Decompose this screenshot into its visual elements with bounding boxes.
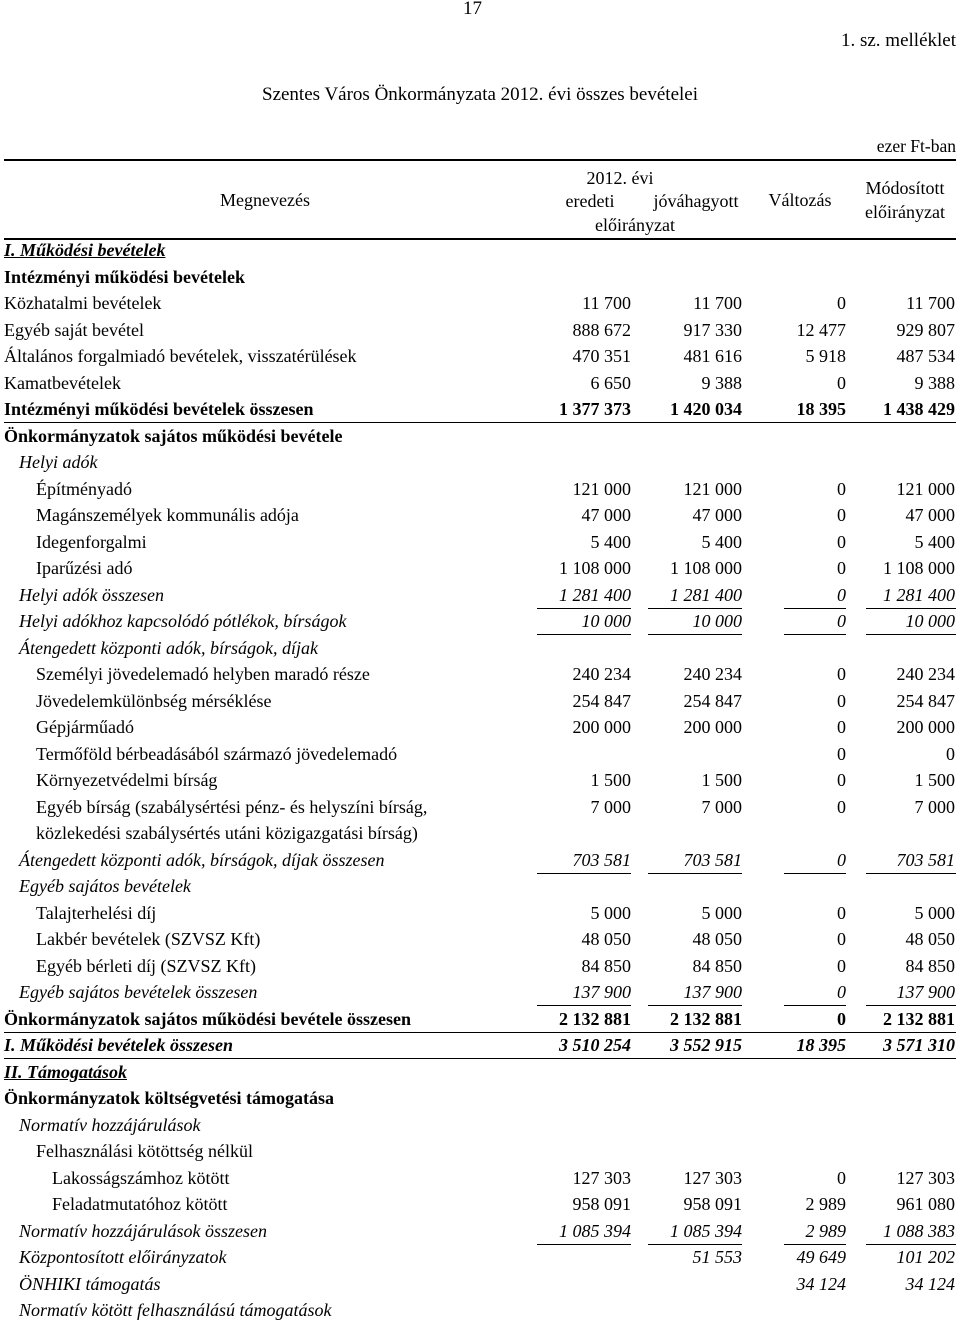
row-value: 3 571 310: [883, 1035, 955, 1055]
annex-label: 1. sz. melléklet: [840, 30, 956, 51]
table-row: [0, 1168, 960, 1194]
row-label: I. Működési bevételek összesen: [4, 1035, 233, 1055]
row-value: 0: [837, 770, 846, 790]
row-value: 5 000: [590, 902, 631, 923]
row-value: 200 000: [572, 717, 631, 737]
subtotal-rule: [866, 873, 956, 874]
row-value: 703 581: [572, 849, 631, 870]
row-value: 0: [837, 531, 846, 552]
row-value: 200 000: [896, 717, 955, 737]
row-value: 10 000: [692, 611, 742, 631]
row-value: 7 000: [590, 796, 631, 817]
row-label: Magánszemélyek kommunális adója: [36, 505, 299, 525]
table-row: [0, 452, 960, 478]
row-value: 127 303: [683, 1167, 742, 1188]
row-value: 84 850: [692, 955, 742, 976]
row-value: 961 080: [896, 1194, 955, 1214]
row-value: 1 500: [914, 770, 955, 790]
table-row: [0, 373, 960, 399]
table-row: [0, 267, 960, 293]
row-value: 48 050: [692, 929, 742, 949]
row-value: 1 108 000: [559, 558, 631, 578]
row-value: 5 400: [914, 531, 955, 552]
row-label: Helyi adók: [19, 452, 98, 472]
row-label: közlekedési szabálysértés utáni közigazgatási bírság): [36, 823, 418, 843]
row-label: Feladatmutatóhoz kötött: [52, 1194, 228, 1214]
row-label: Iparűzési adó: [36, 558, 133, 578]
row-label: Jövedelemkülönbség mérséklése: [36, 690, 272, 711]
table-row: [0, 1115, 960, 1141]
row-value: 0: [837, 611, 846, 631]
row-value: 0: [837, 584, 846, 605]
row-label: Önkormányzatok költségvetési támogatása: [4, 1088, 334, 1108]
row-value: 47 000: [581, 505, 631, 525]
row-value: 1 420 034: [670, 399, 742, 419]
subtotal-rule: [866, 634, 956, 635]
row-value: 888 672: [572, 319, 631, 340]
row-value: 0: [837, 955, 846, 976]
row-value: 0: [837, 690, 846, 711]
row-label: Intézményi működési bevételek: [4, 266, 245, 287]
header-year: 2012. évi: [586, 168, 654, 188]
row-label: Önkormányzatok sajátos működési bevétele összesen: [4, 1008, 411, 1029]
row-value: 11 700: [906, 293, 955, 313]
row-value: 127 303: [572, 1167, 631, 1188]
header-original: eredeti: [565, 191, 615, 211]
row-value: 1 281 400: [670, 584, 742, 605]
table-row: [0, 797, 960, 823]
subtotal-rule: [866, 1005, 956, 1006]
row-value: 487 534: [896, 346, 955, 366]
row-label: Idegenforgalmi: [36, 531, 147, 552]
header-name-col: Megnevezés: [220, 190, 310, 210]
row-value: 7 000: [701, 796, 742, 817]
row-label: Egyéb saját bevétel: [4, 319, 144, 340]
row-value: 48 050: [581, 929, 631, 949]
subtotal-rule: [537, 608, 631, 609]
row-label: Környezetvédelmi bírság: [36, 770, 218, 790]
row-value: 958 091: [572, 1194, 631, 1214]
row-label: I. Működési bevételek: [4, 240, 166, 260]
row-label: Egyéb sajátos bevételek: [19, 876, 191, 896]
row-value: 703 581: [896, 849, 955, 870]
row-value: 3 510 254: [559, 1035, 631, 1055]
table-row: [0, 426, 960, 452]
header-modified-2: előirányzat: [865, 202, 945, 222]
row-value: 0: [837, 796, 846, 817]
subtotal-rule: [784, 873, 846, 874]
row-value: 127 303: [896, 1167, 955, 1188]
row-label: Közhatalmi bevételek: [4, 293, 162, 313]
row-label: Személyi jövedelemadó helyben maradó része: [36, 664, 370, 684]
table-row: [0, 1300, 960, 1326]
table-row: [0, 1274, 960, 1300]
row-value: 240 234: [572, 664, 631, 684]
table-row: [0, 929, 960, 955]
row-label: Helyi adókhoz kapcsolódó pótlékok, bírságok: [19, 611, 347, 631]
row-value: 11 700: [693, 293, 742, 313]
row-label: Átengedett központi adók, bírságok, díjak összesen: [19, 849, 385, 870]
row-value: 0: [837, 478, 846, 499]
row-label: Egyéb bérleti díj (SZVSZ Kft): [36, 955, 256, 976]
row-value: 1 500: [590, 770, 631, 790]
subtotal-rule: [648, 1005, 742, 1006]
row-value: 254 847: [683, 690, 742, 711]
row-value: 5 918: [805, 346, 846, 366]
row-value: 2 132 881: [883, 1008, 955, 1029]
row-value: 0: [837, 849, 846, 870]
subtotal-rule: [537, 1005, 631, 1006]
row-value: 0: [837, 743, 846, 764]
table-row: [0, 638, 960, 664]
row-label: Normatív hozzájárulások: [19, 1114, 201, 1135]
row-value: 1 281 400: [559, 584, 631, 605]
table-row: [0, 320, 960, 346]
row-value: 84 850: [905, 955, 955, 976]
table-row: [0, 240, 960, 266]
subtotal-rule: [866, 1244, 956, 1245]
subtotal-rule: [537, 873, 631, 874]
row-value: 5 000: [914, 902, 955, 923]
subtotal-rule: [537, 1244, 631, 1245]
subtotal-rule: [537, 634, 631, 635]
row-label: Önkormányzatok sajátos működési bevétele: [4, 425, 343, 446]
row-value: 5 400: [701, 531, 742, 552]
row-value: 1 500: [701, 770, 742, 790]
row-label: Általános forgalmiadó bevételek, visszatérülések: [4, 346, 357, 366]
row-value: 958 091: [683, 1194, 742, 1214]
row-value: 0: [837, 664, 846, 684]
header-top-rule: [4, 159, 956, 161]
row-value: 10 000: [581, 611, 631, 631]
row-label: Termőföld bérbeadásából származó jövedelemadó: [36, 743, 398, 764]
subtotal-rule: [648, 873, 742, 874]
row-value: 917 330: [683, 319, 742, 340]
row-label: Egyéb bírság (szabálysértési pénz- és helyszíni bírság,: [36, 796, 428, 817]
row-value: 0: [837, 293, 846, 313]
row-value: 1 438 429: [883, 399, 955, 419]
row-value: 0: [837, 982, 846, 1002]
row-value: 84 850: [581, 955, 631, 976]
row-value: 137 900: [896, 982, 955, 1002]
row-value: 2 132 881: [559, 1008, 631, 1029]
table-row: [0, 770, 960, 796]
row-value: 101 202: [896, 1247, 955, 1267]
row-label: Lakbér bevételek (SZVSZ Kft): [36, 929, 261, 949]
row-value: 0: [837, 505, 846, 525]
row-value: 2 989: [805, 1194, 846, 1214]
row-value: 10 000: [905, 611, 955, 631]
row-value: 200 000: [683, 717, 742, 737]
row-value: 3 552 915: [670, 1035, 742, 1055]
row-value: 0: [837, 902, 846, 923]
row-value: 481 616: [683, 346, 742, 366]
row-value: 0: [837, 929, 846, 949]
row-value: 5 000: [701, 902, 742, 923]
row-value: 929 807: [896, 319, 955, 340]
row-value: 47 000: [905, 505, 955, 525]
row-value: 0: [837, 717, 846, 737]
table-row: [0, 346, 960, 372]
row-label: Talajterhelési díj: [36, 902, 157, 923]
row-value: 48 050: [905, 929, 955, 949]
document-title: Szentes Város Önkormányzata 2012. évi összes bevételei: [262, 84, 698, 105]
row-value: 254 847: [896, 690, 955, 711]
row-value: 121 000: [572, 478, 631, 499]
subtotal-rule: [784, 608, 846, 609]
header-appropriation: előirányzat: [595, 215, 675, 235]
row-value: 1 085 394: [670, 1220, 742, 1241]
row-label: Központosított előirányzatok: [19, 1247, 227, 1267]
row-value: 1 088 383: [883, 1220, 955, 1241]
row-value: 0: [837, 1167, 846, 1188]
row-value: 7 000: [914, 796, 955, 817]
row-value: 49 649: [796, 1247, 846, 1267]
row-value: 240 234: [896, 664, 955, 684]
row-value: 1 085 394: [559, 1220, 631, 1241]
table-row: [0, 744, 960, 770]
subtotal-rule: [784, 1005, 846, 1006]
row-label: Egyéb sajátos bevételek összesen: [19, 982, 258, 1002]
subtotal-rule: [648, 608, 742, 609]
subtotal-rule: [648, 634, 742, 635]
row-value: 0: [837, 372, 846, 393]
table-row: [0, 558, 960, 584]
unit-label: ezer Ft-ban: [876, 136, 956, 156]
subtotal-rule: [648, 1244, 742, 1245]
row-value: 703 581: [683, 849, 742, 870]
total-rule: [4, 422, 956, 423]
row-value: 137 900: [683, 982, 742, 1002]
table-row: [0, 717, 960, 743]
row-label: II. Támogatások: [4, 1061, 128, 1082]
row-value: 240 234: [683, 664, 742, 684]
row-value: 121 000: [683, 478, 742, 499]
row-value: 1 377 373: [559, 399, 631, 419]
table-row: [0, 956, 960, 982]
row-value: 2 989: [805, 1220, 846, 1241]
row-value: 9 388: [914, 372, 955, 393]
header-modified-1: Módosított: [865, 178, 945, 198]
row-value: 9 388: [701, 372, 742, 393]
total-rule: [4, 1032, 956, 1033]
row-value: 0: [837, 1008, 846, 1029]
row-value: 11 700: [582, 293, 631, 313]
row-label: Lakosságszámhoz kötött: [52, 1167, 230, 1188]
row-value: 1 108 000: [670, 558, 742, 578]
page-number: 17: [463, 0, 482, 19]
row-label: Átengedett központi adók, bírságok, díjak: [19, 637, 318, 658]
table-row: [0, 876, 960, 902]
row-value: 12 477: [796, 319, 846, 340]
table-row: [0, 532, 960, 558]
row-value: 470 351: [572, 346, 631, 366]
table-row: [0, 1141, 960, 1167]
row-label: Intézményi működési bevételek összesen: [4, 399, 314, 419]
row-label: Kamatbevételek: [4, 372, 121, 393]
row-value: 254 847: [572, 690, 631, 711]
row-label: Gépjárműadó: [36, 717, 134, 737]
subtotal-rule: [784, 1244, 846, 1245]
row-label: Építményadó: [36, 478, 132, 499]
row-value: 1 281 400: [883, 584, 955, 605]
row-value: 47 000: [692, 505, 742, 525]
table-row: [0, 1247, 960, 1273]
row-label: Normatív hozzájárulások összesen: [19, 1220, 268, 1241]
table-row: [0, 1062, 960, 1088]
row-label: Normatív kötött felhasználású támogatások: [19, 1300, 332, 1320]
row-value: 18 395: [796, 1035, 846, 1055]
row-value: 5 400: [590, 531, 631, 552]
row-value: 137 900: [572, 982, 631, 1002]
row-value: 18 395: [796, 399, 846, 419]
row-label: Helyi adók összesen: [19, 584, 164, 605]
table-row: [0, 1088, 960, 1114]
row-value: 2 132 881: [670, 1008, 742, 1029]
header-approved: jóváhagyott: [653, 191, 739, 211]
row-value: 34 124: [905, 1273, 955, 1294]
total-rule: [4, 1058, 956, 1059]
row-value: 121 000: [896, 478, 955, 499]
row-value: 0: [946, 743, 955, 764]
row-value: 34 124: [796, 1273, 846, 1294]
subtotal-rule: [866, 608, 956, 609]
table-row: [0, 505, 960, 531]
row-label: Felhasználási kötöttség nélkül: [36, 1141, 253, 1161]
table-row: [0, 823, 960, 849]
row-value: 0: [837, 558, 846, 578]
header-change: Változás: [768, 190, 832, 210]
row-value: 6 650: [590, 372, 631, 393]
table-row: [0, 691, 960, 717]
table-row: [0, 664, 960, 690]
table-row: [0, 293, 960, 319]
row-label: ÖNHIKI támogatás: [19, 1273, 161, 1294]
table-row: [0, 903, 960, 929]
row-value: 51 553: [692, 1247, 742, 1267]
table-row: [0, 1194, 960, 1220]
row-value: 1 108 000: [883, 558, 955, 578]
table-row: [0, 479, 960, 505]
subtotal-rule: [784, 634, 846, 635]
